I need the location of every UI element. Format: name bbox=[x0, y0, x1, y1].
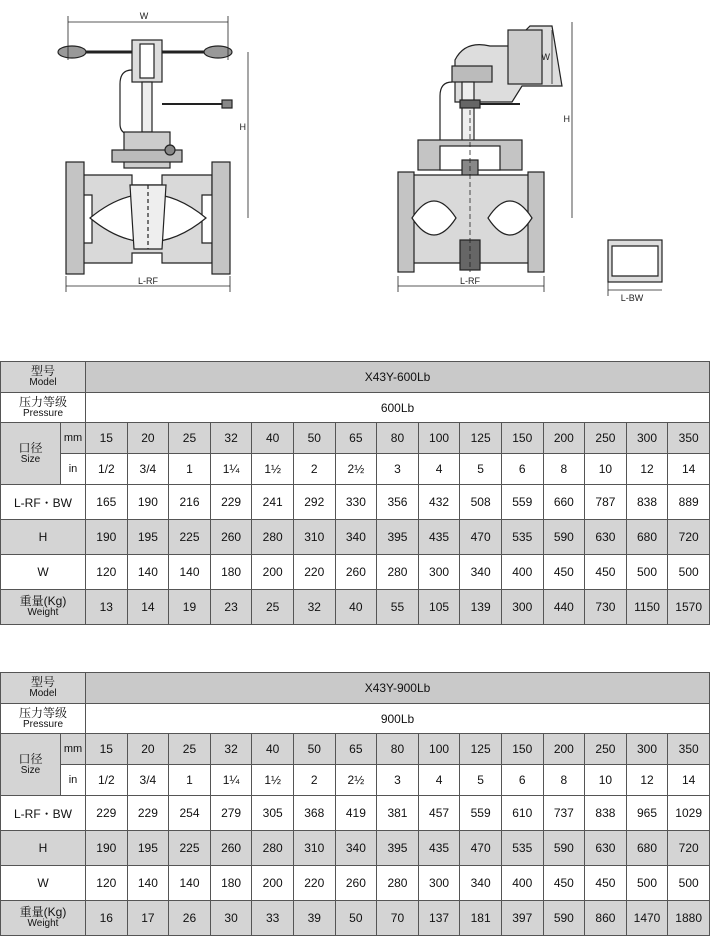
size-in-cell: 1½ bbox=[252, 454, 294, 485]
lrf-cell: 559 bbox=[460, 796, 502, 831]
weight-cell: 19 bbox=[169, 590, 211, 625]
height-cell: 680 bbox=[626, 520, 668, 555]
lrf-cell: 254 bbox=[169, 796, 211, 831]
height-cell: 630 bbox=[585, 831, 627, 866]
height-cell: 630 bbox=[585, 520, 627, 555]
pressure-label-cn: 压力等级 bbox=[18, 705, 67, 720]
width-cell: 450 bbox=[585, 555, 627, 590]
left-valve-drawing bbox=[58, 16, 248, 292]
width-cell: 500 bbox=[626, 555, 668, 590]
size-mm-cell: 25 bbox=[169, 423, 211, 454]
size-mm-cell: 100 bbox=[418, 423, 460, 454]
lrf-cell: 889 bbox=[668, 485, 710, 520]
model-label-en: Model bbox=[29, 688, 57, 699]
size-in-cell: 10 bbox=[585, 765, 627, 796]
width-cell: 300 bbox=[418, 866, 460, 901]
size-in-cell: 2 bbox=[293, 765, 335, 796]
size-in-cell: 10 bbox=[585, 454, 627, 485]
size-in-cell: 3/4 bbox=[127, 454, 169, 485]
size-mm-cell: 125 bbox=[460, 734, 502, 765]
width-cell: 300 bbox=[418, 555, 460, 590]
height-cell: 470 bbox=[460, 520, 502, 555]
width-cell: 200 bbox=[252, 866, 294, 901]
valve-technical-drawing bbox=[0, 0, 710, 360]
lrf-cell: 419 bbox=[335, 796, 377, 831]
weight-label-en: Weight bbox=[27, 918, 59, 929]
width-cell: 260 bbox=[335, 866, 377, 901]
size-in-cell: 2½ bbox=[335, 765, 377, 796]
size-mm-cell: 32 bbox=[210, 423, 252, 454]
size-in-cell: 8 bbox=[543, 454, 585, 485]
weight-cell: 397 bbox=[501, 901, 543, 936]
height-cell: 590 bbox=[543, 831, 585, 866]
lrf-row-label: L-RF・BW bbox=[1, 485, 86, 520]
lrf-cell: 508 bbox=[460, 485, 502, 520]
weight-cell: 590 bbox=[543, 901, 585, 936]
dim-h-label-right: H bbox=[563, 114, 570, 124]
size-in-cell: 6 bbox=[501, 765, 543, 796]
size-in-cell: 1/2 bbox=[86, 454, 128, 485]
butt-weld-end-drawing bbox=[608, 240, 662, 296]
width-cell: 180 bbox=[210, 555, 252, 590]
width-cell: 450 bbox=[543, 555, 585, 590]
size-in-cell: 3 bbox=[377, 454, 419, 485]
weight-label bbox=[1, 590, 86, 625]
width-cell: 400 bbox=[501, 555, 543, 590]
lrf-cell: 305 bbox=[252, 796, 294, 831]
width-cell: 140 bbox=[127, 555, 169, 590]
lrf-cell: 216 bbox=[169, 485, 211, 520]
size-mm-cell: 65 bbox=[335, 734, 377, 765]
width-cell: 340 bbox=[460, 555, 502, 590]
size-mm-cell: 15 bbox=[86, 734, 128, 765]
width-cell: 120 bbox=[86, 555, 128, 590]
size-in-cell: 2 bbox=[293, 454, 335, 485]
size-label-en: Size bbox=[20, 453, 41, 465]
height-cell: 190 bbox=[86, 831, 128, 866]
mm-unit-label: mm bbox=[61, 423, 86, 454]
size-mm-cell: 40 bbox=[252, 734, 294, 765]
pressure-label-en: Pressure bbox=[22, 407, 63, 419]
height-row-label: H bbox=[1, 831, 86, 866]
dim-w-label-right: W bbox=[541, 52, 550, 62]
weight-cell: 13 bbox=[86, 590, 128, 625]
size-mm-cell: 20 bbox=[127, 734, 169, 765]
size-in-cell: 1 bbox=[169, 454, 211, 485]
size-mm-cell: 20 bbox=[127, 423, 169, 454]
weight-cell: 32 bbox=[293, 590, 335, 625]
size-mm-cell: 150 bbox=[501, 423, 543, 454]
size-in-cell: 1½ bbox=[252, 765, 294, 796]
size-mm-cell: 200 bbox=[543, 423, 585, 454]
size-mm-cell: 25 bbox=[169, 734, 211, 765]
size-in-cell: 12 bbox=[626, 765, 668, 796]
height-cell: 260 bbox=[210, 831, 252, 866]
in-unit-label: in bbox=[61, 765, 86, 796]
weight-cell: 14 bbox=[127, 590, 169, 625]
dim-h-label-left: H bbox=[239, 122, 246, 132]
lrf-cell: 737 bbox=[543, 796, 585, 831]
width-cell: 200 bbox=[252, 555, 294, 590]
weight-label-cn: 重量(Kg) bbox=[19, 594, 67, 608]
height-cell: 190 bbox=[86, 520, 128, 555]
width-cell: 500 bbox=[668, 866, 710, 901]
lrf-cell: 1029 bbox=[668, 796, 710, 831]
weight-cell: 40 bbox=[335, 590, 377, 625]
weight-cell: 137 bbox=[418, 901, 460, 936]
pressure-label bbox=[1, 393, 86, 423]
width-cell: 450 bbox=[585, 866, 627, 901]
size-mm-cell: 300 bbox=[626, 734, 668, 765]
weight-cell: 16 bbox=[86, 901, 128, 936]
height-cell: 340 bbox=[335, 831, 377, 866]
width-cell: 220 bbox=[293, 866, 335, 901]
lrf-cell: 356 bbox=[377, 485, 419, 520]
mm-unit-label: mm bbox=[61, 734, 86, 765]
lrf-cell: 292 bbox=[293, 485, 335, 520]
lrf-cell: 279 bbox=[210, 796, 252, 831]
height-cell: 470 bbox=[460, 831, 502, 866]
size-in-cell: 14 bbox=[668, 454, 710, 485]
weight-cell: 1880 bbox=[668, 901, 710, 936]
weight-cell: 30 bbox=[210, 901, 252, 936]
weight-cell: 70 bbox=[377, 901, 419, 936]
pressure-value: 900Lb bbox=[86, 704, 710, 734]
weight-cell: 440 bbox=[543, 590, 585, 625]
weight-cell: 730 bbox=[585, 590, 627, 625]
size-label-cn: 口径 bbox=[18, 751, 43, 766]
size-in-cell: 3 bbox=[377, 765, 419, 796]
lrf-cell: 838 bbox=[585, 796, 627, 831]
size-mm-cell: 300 bbox=[626, 423, 668, 454]
size-in-cell: 1¼ bbox=[210, 765, 252, 796]
size-in-cell: 1 bbox=[169, 765, 211, 796]
width-cell: 140 bbox=[169, 555, 211, 590]
size-in-cell: 6 bbox=[501, 454, 543, 485]
height-cell: 310 bbox=[293, 520, 335, 555]
width-row-label: W bbox=[1, 866, 86, 901]
weight-cell: 1570 bbox=[668, 590, 710, 625]
lrf-cell: 787 bbox=[585, 485, 627, 520]
size-mm-cell: 350 bbox=[668, 423, 710, 454]
lrf-cell: 241 bbox=[252, 485, 294, 520]
model-label bbox=[1, 362, 86, 393]
width-row-label: W bbox=[1, 555, 86, 590]
size-in-cell: 5 bbox=[460, 454, 502, 485]
width-cell: 400 bbox=[501, 866, 543, 901]
size-in-cell: 1¼ bbox=[210, 454, 252, 485]
lrf-cell: 229 bbox=[86, 796, 128, 831]
height-cell: 280 bbox=[252, 520, 294, 555]
size-in-cell: 4 bbox=[418, 765, 460, 796]
size-label-cn: 口径 bbox=[18, 440, 43, 455]
weight-cell: 1470 bbox=[626, 901, 668, 936]
height-cell: 720 bbox=[668, 831, 710, 866]
size-mm-cell: 250 bbox=[585, 423, 627, 454]
size-mm-cell: 32 bbox=[210, 734, 252, 765]
lrf-cell: 660 bbox=[543, 485, 585, 520]
width-cell: 220 bbox=[293, 555, 335, 590]
height-cell: 195 bbox=[127, 520, 169, 555]
size-in-cell: 1/2 bbox=[86, 765, 128, 796]
height-cell: 310 bbox=[293, 831, 335, 866]
weight-label-en: Weight bbox=[27, 607, 59, 618]
weight-cell: 139 bbox=[460, 590, 502, 625]
size-mm-cell: 50 bbox=[293, 423, 335, 454]
size-label bbox=[1, 423, 61, 485]
lrf-cell: 368 bbox=[293, 796, 335, 831]
pressure-value: 600Lb bbox=[86, 393, 710, 423]
height-cell: 280 bbox=[252, 831, 294, 866]
lrf-cell: 381 bbox=[377, 796, 419, 831]
height-cell: 395 bbox=[377, 831, 419, 866]
dim-bw-label: L-BW bbox=[620, 293, 644, 303]
weight-cell: 25 bbox=[252, 590, 294, 625]
model-label-cn: 型号 bbox=[30, 675, 55, 689]
lrf-cell: 432 bbox=[418, 485, 460, 520]
size-in-cell: 4 bbox=[418, 454, 460, 485]
width-cell: 280 bbox=[377, 866, 419, 901]
width-cell: 180 bbox=[210, 866, 252, 901]
height-cell: 340 bbox=[335, 520, 377, 555]
height-row-label: H bbox=[1, 520, 86, 555]
dim-w-label-left: W bbox=[139, 11, 149, 21]
dim-lrf-label-left: L-RF bbox=[138, 276, 158, 286]
weight-cell: 860 bbox=[585, 901, 627, 936]
size-mm-cell: 150 bbox=[501, 734, 543, 765]
width-cell: 340 bbox=[460, 866, 502, 901]
lrf-cell: 457 bbox=[418, 796, 460, 831]
height-cell: 435 bbox=[418, 520, 460, 555]
width-cell: 280 bbox=[377, 555, 419, 590]
height-cell: 535 bbox=[501, 831, 543, 866]
weight-cell: 181 bbox=[460, 901, 502, 936]
lrf-cell: 330 bbox=[335, 485, 377, 520]
lrf-cell: 190 bbox=[127, 485, 169, 520]
height-cell: 680 bbox=[626, 831, 668, 866]
model-label-cn: 型号 bbox=[30, 364, 55, 378]
spec-table-900lb bbox=[0, 672, 710, 936]
lrf-cell: 965 bbox=[626, 796, 668, 831]
size-mm-cell: 100 bbox=[418, 734, 460, 765]
size-label bbox=[1, 734, 61, 796]
width-cell: 450 bbox=[543, 866, 585, 901]
pressure-label bbox=[1, 704, 86, 734]
weight-label bbox=[1, 901, 86, 936]
spec-table-600lb bbox=[0, 361, 710, 625]
size-mm-cell: 125 bbox=[460, 423, 502, 454]
height-cell: 590 bbox=[543, 520, 585, 555]
model-value: X43Y-600Lb bbox=[86, 362, 710, 393]
model-label-en: Model bbox=[29, 377, 57, 388]
size-mm-cell: 350 bbox=[668, 734, 710, 765]
model-label bbox=[1, 673, 86, 704]
size-in-cell: 14 bbox=[668, 765, 710, 796]
size-in-cell: 12 bbox=[626, 454, 668, 485]
size-mm-cell: 250 bbox=[585, 734, 627, 765]
size-mm-cell: 80 bbox=[377, 423, 419, 454]
size-mm-cell: 200 bbox=[543, 734, 585, 765]
weight-cell: 23 bbox=[210, 590, 252, 625]
size-label-en: Size bbox=[20, 764, 41, 776]
weight-cell: 17 bbox=[127, 901, 169, 936]
lrf-row-label: L-RF・BW bbox=[1, 796, 86, 831]
pressure-label-en: Pressure bbox=[22, 718, 63, 730]
size-mm-cell: 40 bbox=[252, 423, 294, 454]
weight-cell: 1150 bbox=[626, 590, 668, 625]
weight-cell: 300 bbox=[501, 590, 543, 625]
height-cell: 435 bbox=[418, 831, 460, 866]
weight-cell: 26 bbox=[169, 901, 211, 936]
pressure-label-cn: 压力等级 bbox=[18, 394, 67, 409]
height-cell: 260 bbox=[210, 520, 252, 555]
width-cell: 140 bbox=[127, 866, 169, 901]
width-cell: 120 bbox=[86, 866, 128, 901]
lrf-cell: 165 bbox=[86, 485, 128, 520]
height-cell: 535 bbox=[501, 520, 543, 555]
dim-lrf-label-right: L-RF bbox=[460, 276, 480, 286]
height-cell: 225 bbox=[169, 831, 211, 866]
in-unit-label: in bbox=[61, 454, 86, 485]
height-cell: 395 bbox=[377, 520, 419, 555]
weight-cell: 55 bbox=[377, 590, 419, 625]
size-in-cell: 5 bbox=[460, 765, 502, 796]
height-cell: 225 bbox=[169, 520, 211, 555]
size-mm-cell: 80 bbox=[377, 734, 419, 765]
weight-cell: 39 bbox=[293, 901, 335, 936]
size-mm-cell: 15 bbox=[86, 423, 128, 454]
size-mm-cell: 65 bbox=[335, 423, 377, 454]
weight-cell: 50 bbox=[335, 901, 377, 936]
lrf-cell: 838 bbox=[626, 485, 668, 520]
size-in-cell: 8 bbox=[543, 765, 585, 796]
weight-label-cn: 重量(Kg) bbox=[19, 905, 67, 919]
width-cell: 500 bbox=[668, 555, 710, 590]
lrf-cell: 559 bbox=[501, 485, 543, 520]
lrf-cell: 229 bbox=[210, 485, 252, 520]
weight-cell: 33 bbox=[252, 901, 294, 936]
width-cell: 140 bbox=[169, 866, 211, 901]
lrf-cell: 610 bbox=[501, 796, 543, 831]
weight-cell: 105 bbox=[418, 590, 460, 625]
width-cell: 260 bbox=[335, 555, 377, 590]
right-valve-drawing bbox=[398, 22, 572, 292]
model-value: X43Y-900Lb bbox=[86, 673, 710, 704]
height-cell: 720 bbox=[668, 520, 710, 555]
width-cell: 500 bbox=[626, 866, 668, 901]
size-mm-cell: 50 bbox=[293, 734, 335, 765]
lrf-cell: 229 bbox=[127, 796, 169, 831]
size-in-cell: 3/4 bbox=[127, 765, 169, 796]
size-in-cell: 2½ bbox=[335, 454, 377, 485]
height-cell: 195 bbox=[127, 831, 169, 866]
